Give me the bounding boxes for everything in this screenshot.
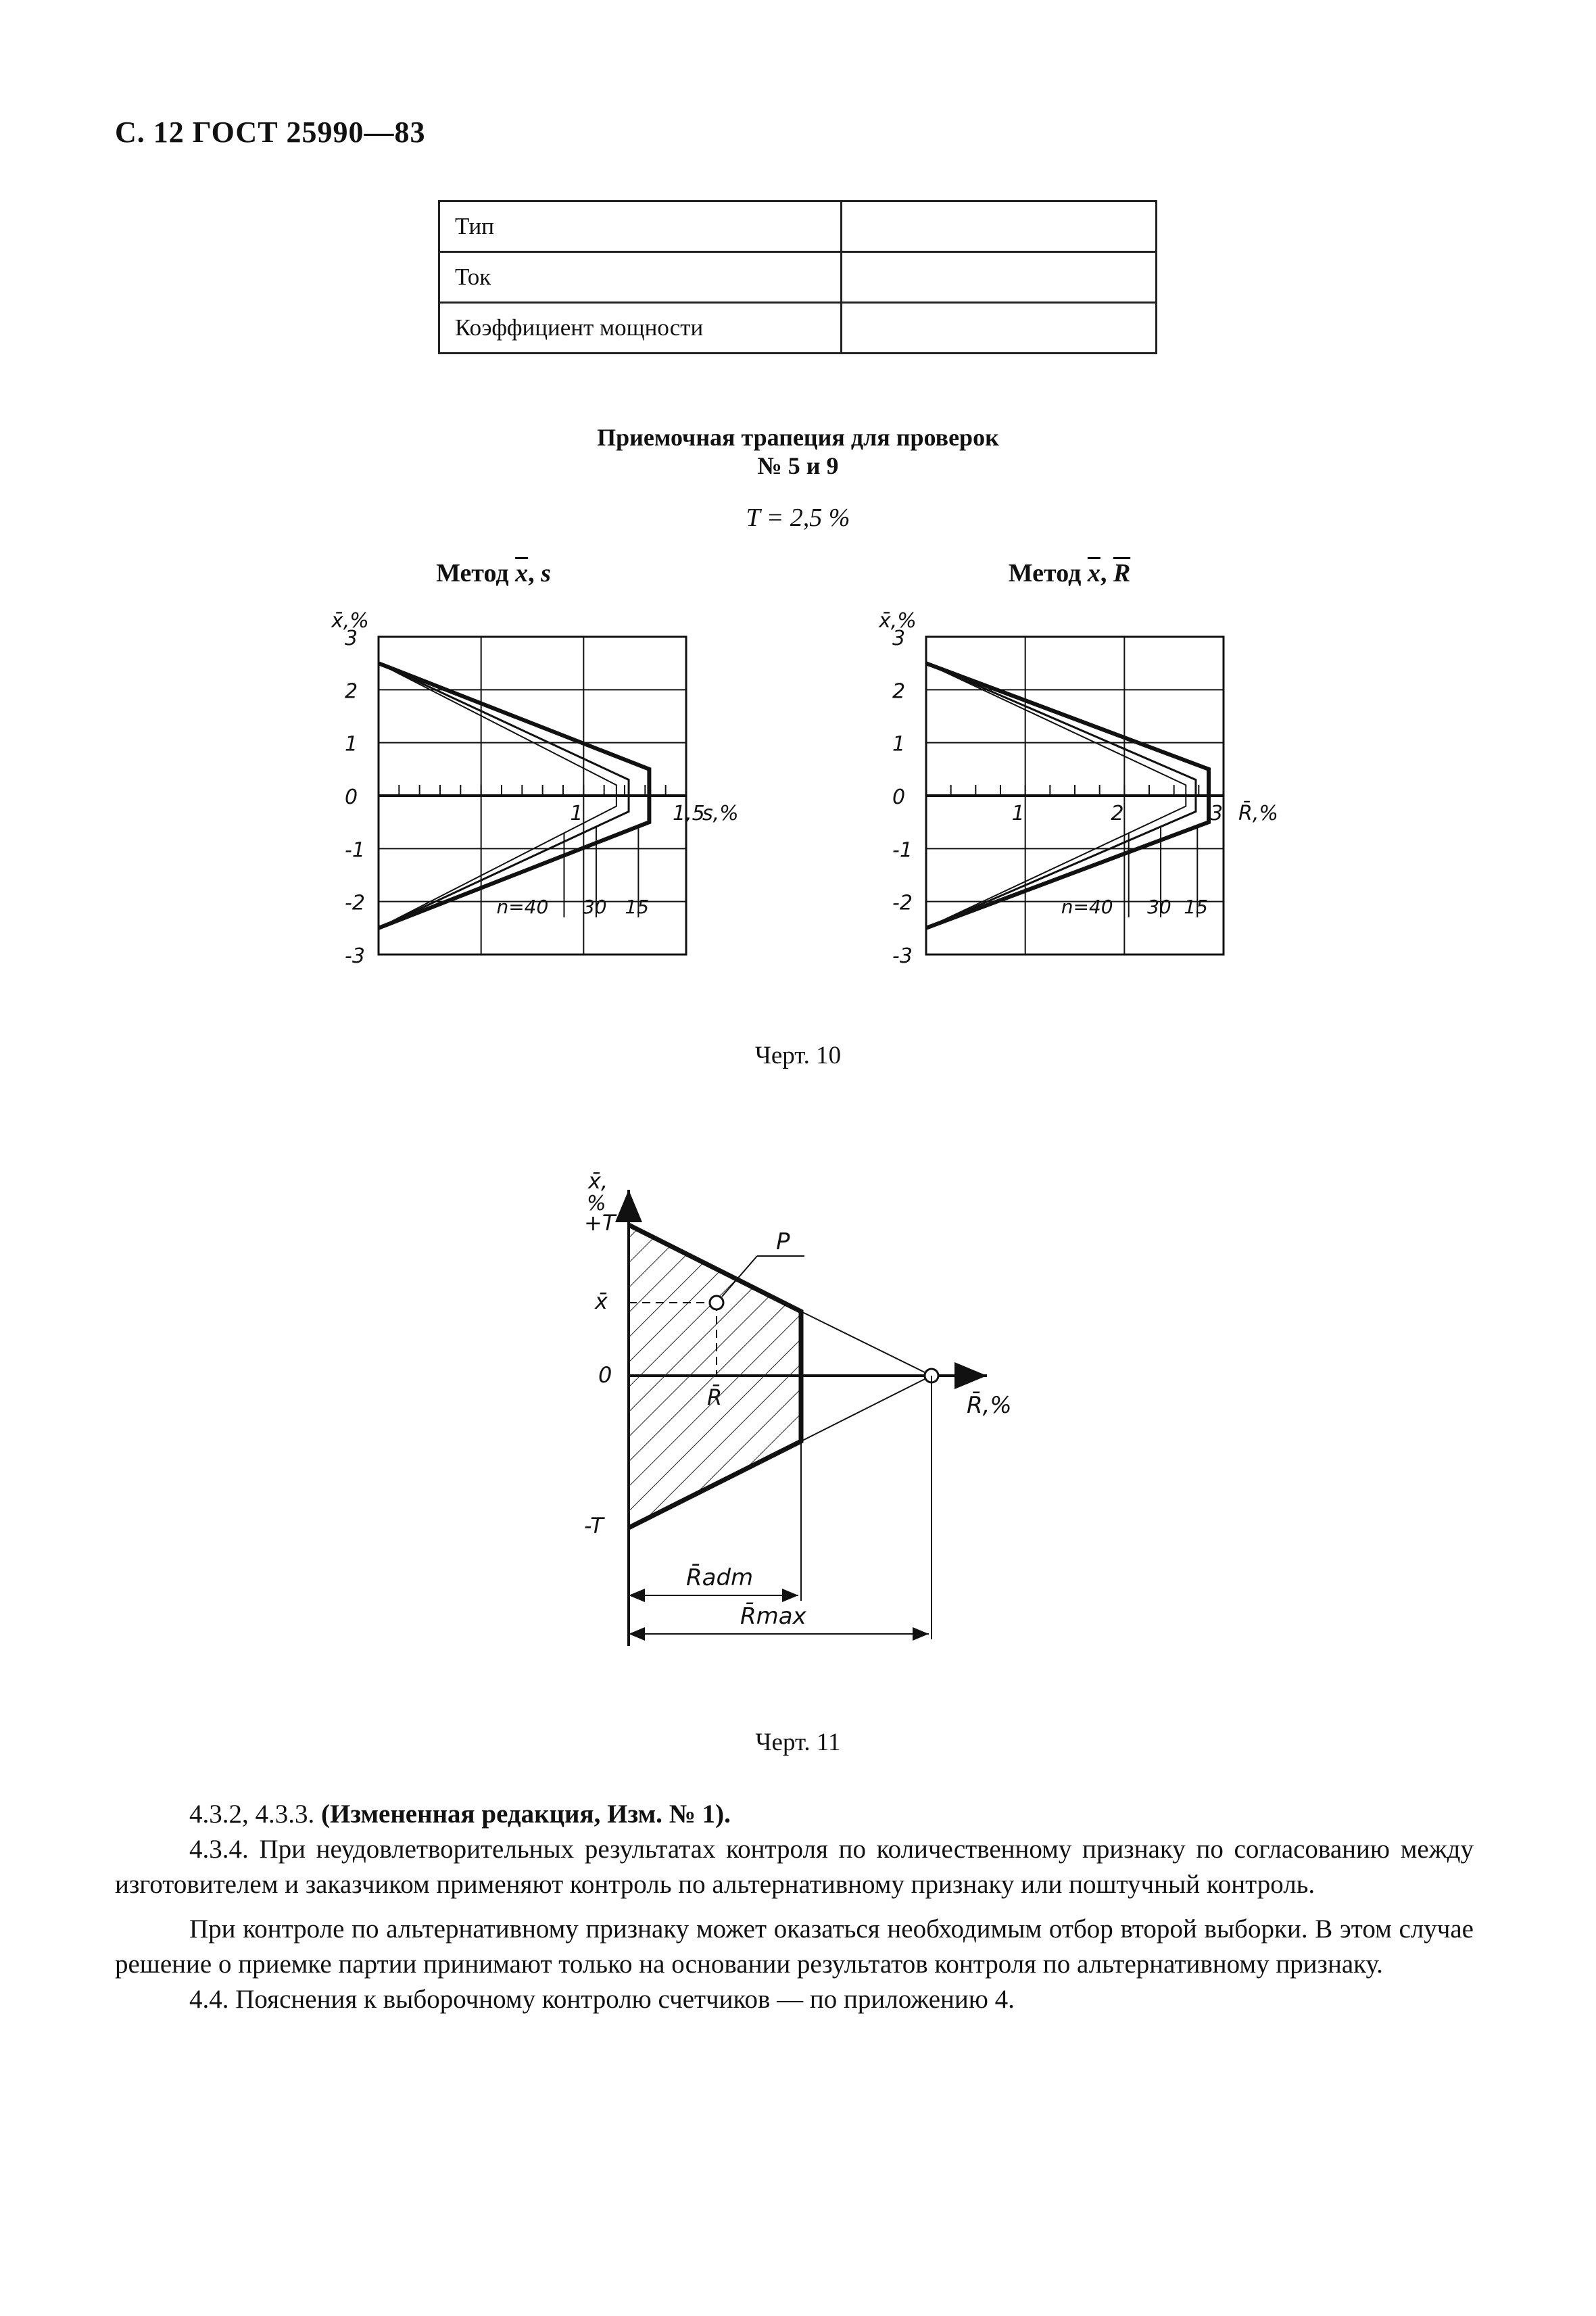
x-tick-label: 3 (1210, 802, 1224, 825)
chart-title-line2: № 5 и 9 (757, 452, 839, 479)
y-tick-label: -3 (892, 944, 913, 968)
table-cell-value (842, 201, 1157, 252)
caption-chart10: Черт. 10 (754, 1042, 842, 1069)
t-formula: T = 2,5 % (746, 504, 850, 532)
p-point (710, 1296, 723, 1309)
diagram-acceptance-trapezoid (554, 1163, 1041, 1663)
y-tick-label: 0 (892, 786, 906, 809)
x-bar-label: x̄ (595, 1288, 608, 1314)
method-left-label: Метод $\overline{x}$, s (436, 559, 551, 587)
table-row (439, 252, 1157, 303)
y-tick-label: 2 (892, 679, 906, 704)
x-axis-label: s,% (702, 802, 739, 825)
y-axis-unit: % (587, 1192, 606, 1215)
y-axis-label: x̄,% (879, 609, 917, 633)
table-cell-value (842, 303, 1157, 354)
paragraph-4-4: 4.4. Пояснения к выборочному контролю счетчиков — по приложению 4. (189, 1985, 1015, 2014)
n-label: 15 (1184, 896, 1208, 919)
parameters-table (438, 200, 1157, 354)
y-tick-label: -2 (892, 891, 913, 915)
y-axis-label: x̄,% (331, 609, 369, 633)
chart-right (838, 602, 1298, 994)
table-cell-value (842, 252, 1157, 303)
x-axis-label: R̄,% (967, 1392, 1012, 1419)
x-tick-label: 2 (1111, 802, 1124, 825)
x-axis-label: R̄,% (1238, 802, 1278, 825)
extension-top (801, 1311, 932, 1376)
y-tick-label: -3 (345, 944, 365, 968)
paragraph-4-3-2: 4.3.2, 4.3.3. (Измененная редакция, Изм. № 1). (189, 1800, 731, 1829)
table-row (439, 201, 1157, 252)
table-row (439, 303, 1157, 354)
table-cell-label: Коэффициент мощности (439, 303, 842, 354)
chart-left (291, 602, 777, 994)
r-max-label: R̄max (740, 1603, 806, 1630)
zero-label: 0 (598, 1362, 612, 1388)
paragraph-alternative: При контроле по альтернативному признаку может оказаться необходимым отбор второй выборки. В этом случае решение о приемке партии принимают только на основании результатов контроля по альтернативному признаку. (115, 1914, 1474, 1979)
n-label: n=40 (1061, 896, 1113, 919)
y-tick-label: 3 (892, 627, 906, 650)
y-tick-label: 2 (345, 679, 358, 704)
caption-chart11: Черт. 11 (755, 1729, 841, 1756)
body-text (115, 1797, 1474, 2017)
y-tick-label: -1 (345, 838, 365, 863)
y-tick-label: 0 (345, 786, 358, 809)
r-bar-point-label: R̄ (707, 1384, 723, 1410)
page-header: С. 12 ГОСТ 25990—83 (115, 116, 426, 149)
chart-title-line1: Приемочная трапеция для проверок (597, 424, 999, 451)
y-tick-label: -2 (345, 891, 365, 915)
x-tick-label: 1,5 (673, 802, 705, 825)
table-cell-label: Ток (439, 252, 842, 303)
y-tick-label: 3 (345, 627, 358, 650)
y-tick-label: 1 (892, 732, 906, 756)
paragraph-4-3-4: 4.3.4. При неудовлетворительных результатах контроля по количественному признаку по согласованию между изготовителем и заказчиком применяют контроль по альтернативному признаку или поштучный контроль. (115, 1835, 1474, 1899)
extension-bottom (801, 1376, 932, 1441)
n-label: 15 (625, 896, 650, 919)
x-tick-label: 1 (1011, 802, 1025, 825)
y-axis-label: x̄, (588, 1168, 608, 1194)
y-tick-label: -1 (892, 838, 913, 863)
plus-t-label: +T (584, 1210, 616, 1236)
x-tick-label: 1 (570, 802, 583, 825)
minus-t-label: -T (584, 1513, 604, 1539)
method-right-label: Метод $\overline{x}$, $\overline{R}$ (1008, 559, 1131, 587)
p-label: P (776, 1228, 790, 1255)
n-label: 30 (582, 896, 607, 919)
n-label: n=40 (496, 896, 549, 919)
y-tick-label: 1 (345, 732, 358, 756)
table-cell-label: Тип (439, 201, 842, 252)
r-adm-label: R̄adm (686, 1564, 754, 1591)
n-label: 30 (1147, 896, 1171, 919)
